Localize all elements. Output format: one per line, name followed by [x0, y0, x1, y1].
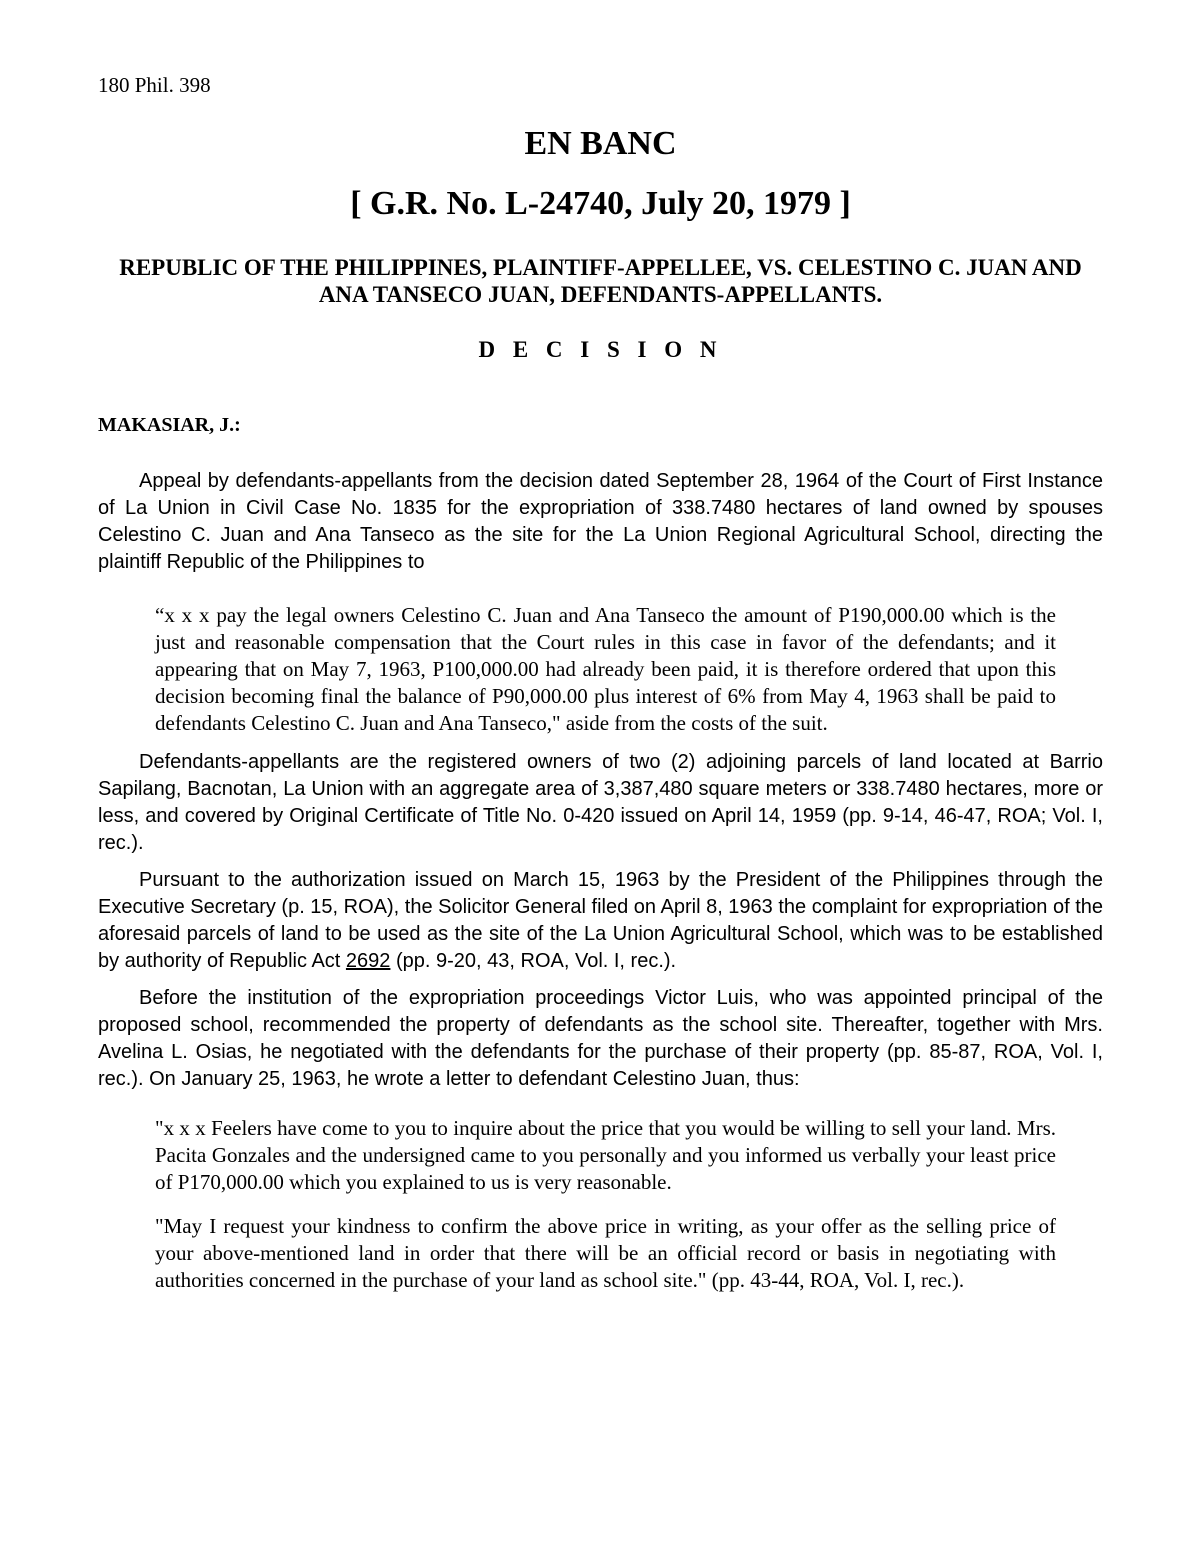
block-quote-dispositive: “x x x pay the legal owners Celestino C. Juan and Ana Tanseco the amount of P190,000.00 which is the just and reasonable compensation that the Court rules in this case in favor of the defendants; and it appearing that on May 7, 1963, P100,000.00 had already been paid, it is therefore ordered that upon this decision becoming final the balance of P90,000.00 plus interest of 6% from May 4, 1963 shall be paid to defendants Celestino C. Juan and Ana Tanseco," aside from the costs of the suit.: [155, 603, 1056, 735]
decision-heading: D E C I S I O N: [478, 337, 723, 362]
ponente-line: MAKASIAR, J.:: [98, 414, 241, 436]
paragraph-complaint-citation: (pp. 9-20, 43, ROA, Vol. I, rec.).: [390, 950, 677, 972]
paragraph-negotiation: Before the institution of the expropriation proceedings Victor Luis, who was appointed principal of the proposed school, recommended the property of defendants as the school site. Thereafter, together with Mrs. Avelina L. Osias, he negotiated with the defendants for the purchase of their property (pp. 85-87, ROA, Vol. I, rec.). On January 25, 1963, he wrote a letter to defendant Celestino Juan, thus:: [98, 987, 1103, 1090]
paragraph-complaint-text: Pursuant to the authorization issued on March 15, 1963 by the President of the Philippines through the Executive Secretary (p. 15, ROA), the Solicitor General filed on April 8, 1963 the complaint for expropriation of the aforesaid parcels of land to be used as the site of the La Union Agricultural School, which was to be established by authority of Republic Act: [98, 869, 1103, 972]
paragraph-complaint: [98, 867, 1103, 975]
paragraph-land-ownership: Defendants-appellants are the registered owners of two (2) adjoining parcels of land located at Barrio Sapilang, Bacnotan, La Union with an aggregate area of 3,387,480 square meters or 338.7480 hectares, more or less, and covered by Original Certificate of Title No. 0-420 issued on April 14, 1959 (pp. 9-14, 46-47, ROA; Vol. I, rec.).: [98, 751, 1103, 854]
block-quote-letter-2: "May I request your kindness to confirm the above price in writing, as your offer as the selling price of your above-mentioned land in order that there will be an official record or basis in negotiating with authorities concerned in the purchase of your land as school site." (pp. 43-44, ROA, Vol. I, rec.).: [155, 1214, 1056, 1292]
block-quote-letter-1: "x x x Feelers have come to you to inquire about the price that you would be willing to sell your land. Mrs. Pacita Gonzales and the undersigned came to you personally and you informed us verbally your least price of P170,000.00 which you explained to us is very reasonable.: [155, 1116, 1056, 1194]
case-parties-heading: REPUBLIC OF THE PHILIPPINES, PLAINTIFF-APPELLEE, VS. CELESTINO C. JUAN AND ANA TANSECO JUAN, DEFENDANTS-APPELLANTS.: [119, 255, 1082, 307]
republic-act-link[interactable]: 2692: [345, 950, 391, 972]
phil-reports-citation: 180 Phil. 398: [98, 73, 211, 97]
court-division-heading: EN BANC: [524, 125, 677, 162]
paragraph-appeal: Appeal by defendants-appellants from the decision dated September 28, 1964 of the Court of First Instance of La Union in Civil Case No. 1835 for the expropriation of 338.7480 hectares of land owned by spouses Celestino C. Juan and Ana Tanseco as the site for the La Union Regional Agricultural School, directing the plaintiff Republic of the Philippines to: [98, 470, 1103, 573]
case-number-heading: [ G.R. No. L-24740, July 20, 1979 ]: [350, 185, 851, 222]
